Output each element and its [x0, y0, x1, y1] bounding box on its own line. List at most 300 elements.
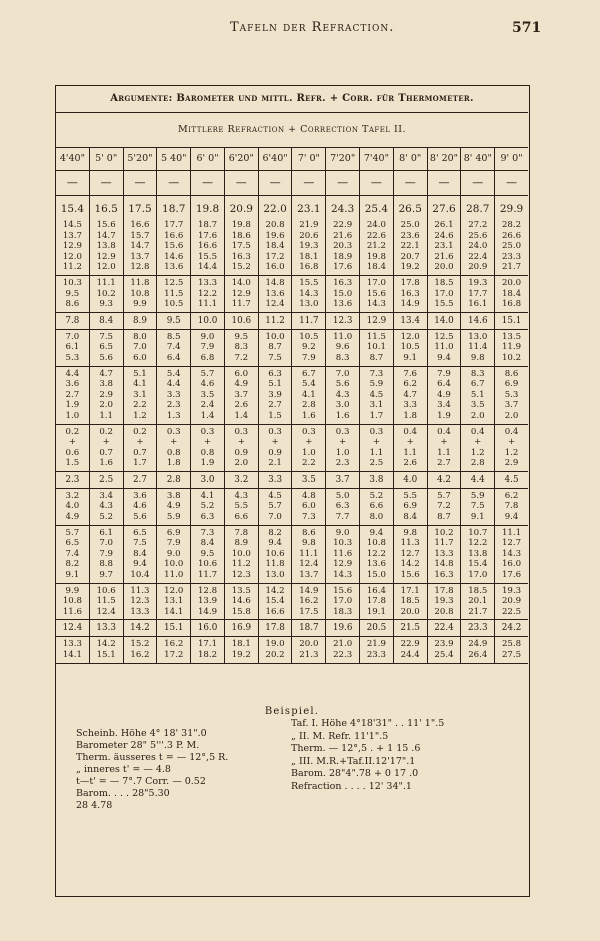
- table-cell: 8.7: [369, 352, 384, 363]
- table-cell: 20.5: [360, 620, 394, 636]
- table-cell: 17.7: [468, 288, 488, 299]
- table-cell: 3.7: [234, 389, 249, 400]
- table-column: [292, 425, 326, 471]
- table-cell: 5.6: [335, 379, 350, 390]
- table-cell: 8.4: [200, 538, 215, 549]
- table-cell: 1.0: [302, 447, 316, 458]
- table-cell: 6.9: [403, 501, 418, 512]
- table-cell: 16.3: [400, 288, 420, 299]
- table-cell: 8' 20": [428, 148, 462, 170]
- table-cell: 8.6: [65, 299, 80, 310]
- table-cell: 3.9: [268, 389, 282, 400]
- argument-line: Argumente: Barometer und mittl. Refr. + Corr. für Thermometer.: [56, 86, 528, 113]
- table-cell: 13.9: [197, 596, 218, 607]
- table-cell: 3.7: [504, 400, 519, 411]
- table-cell: 15.1: [501, 315, 522, 326]
- example-line: „ II. M. Refr. 11'1".5: [291, 730, 389, 742]
- table-cell: 19.3: [501, 585, 522, 596]
- table-cell: 12.3: [130, 596, 150, 607]
- table-column: [157, 425, 191, 471]
- table-cell: 17.0: [434, 288, 454, 299]
- table-cell: 9.8: [302, 538, 316, 549]
- table-cell: 21.2: [366, 241, 386, 252]
- table-cell: 26.6: [501, 230, 522, 241]
- table-cell: 2.5: [369, 458, 384, 469]
- table-cell: 4.0: [65, 501, 80, 512]
- table-cell: 15.6: [366, 288, 386, 299]
- table-cell: 13.3: [90, 620, 124, 636]
- table-cell: 7' 0": [292, 148, 326, 170]
- table-column: [292, 367, 326, 424]
- table-cell: 11.0: [434, 342, 454, 353]
- table-column: [191, 584, 225, 620]
- table-cell: 25.4: [434, 650, 454, 660]
- table-cell: 17.0: [366, 277, 386, 288]
- table-cell: 29.9: [499, 203, 524, 215]
- table-cell: 4.3: [234, 490, 249, 501]
- table-cell: 5.1: [268, 379, 282, 390]
- table-cell: 8.6: [302, 527, 316, 538]
- table-cell: 21.5: [394, 620, 428, 636]
- table-column: [225, 637, 259, 662]
- table-cell: 2.3: [335, 458, 350, 469]
- table-cell: 6.6: [369, 501, 384, 512]
- table-cell: 18.5: [400, 596, 420, 607]
- table-cell: 1.2: [504, 447, 519, 458]
- table-cell: 21.6: [333, 230, 353, 241]
- table-cell: 9.1: [470, 512, 485, 523]
- table-cell: 2.7: [65, 389, 80, 400]
- table-block: [56, 489, 528, 526]
- table-cell: 28.7: [461, 196, 495, 218]
- table-cell: 6.3: [268, 368, 282, 379]
- table-column: [461, 526, 495, 583]
- table-cell: +: [68, 437, 76, 448]
- table-cell: 4'40": [56, 148, 90, 170]
- table-cell: 14.0: [231, 277, 251, 288]
- table-cell: 7.4: [166, 342, 181, 353]
- refraction-table: [56, 147, 528, 664]
- table-cell: 4.0: [394, 472, 428, 488]
- table-cell: 3.5: [292, 472, 326, 488]
- table-column: [461, 367, 495, 424]
- table-column: [259, 218, 293, 275]
- table-cell: 12.4: [299, 559, 319, 570]
- table-cell: 13.6: [333, 299, 353, 310]
- table-column: [461, 425, 495, 471]
- table-column: [225, 276, 259, 312]
- table-block: [56, 526, 528, 584]
- table-cell: 1.8: [403, 410, 418, 421]
- table-column: [90, 526, 124, 583]
- table-cell: 9.0: [335, 527, 350, 538]
- table-cell: 11.2: [231, 559, 251, 570]
- table-cell: 4.3: [335, 389, 350, 400]
- table-column: [124, 489, 158, 525]
- table-column: [56, 526, 90, 583]
- table-cell: 2.6: [234, 400, 249, 411]
- table-cell: 13.7: [130, 251, 150, 262]
- table-cell: 12.2: [366, 548, 386, 559]
- table-cell: 10.1: [366, 342, 386, 353]
- table-cell: 12.0: [62, 251, 82, 262]
- table-cell: 2.3: [166, 400, 181, 411]
- table-cell: 5.7: [437, 490, 451, 501]
- table-cell: 9.4: [268, 538, 282, 549]
- table-cell: 19.3: [468, 277, 488, 288]
- table-cell: 7.0: [133, 342, 147, 353]
- table-cell: 7.2: [437, 501, 451, 512]
- table-cell: 3.0: [335, 400, 350, 411]
- table-cell: 14.6: [231, 596, 251, 607]
- table-cell: 8.3: [470, 368, 485, 379]
- table-cell: 16.8: [299, 262, 319, 273]
- table-cell: 25.6: [468, 230, 488, 241]
- table-cell: 10.8: [366, 538, 386, 549]
- table-cell: 15.0: [333, 288, 353, 299]
- table-column: [495, 637, 528, 662]
- table-cell: 23.3: [461, 620, 495, 636]
- table-cell: 10.8: [62, 596, 82, 607]
- table-cell: 7'40": [360, 148, 394, 170]
- table-cell: 6.1: [65, 342, 80, 353]
- table-cell: 14.7: [130, 241, 150, 252]
- table-column: [360, 218, 394, 275]
- table-cell: 24.9: [468, 639, 488, 650]
- table-cell: 19.8: [231, 220, 251, 230]
- table-cell: 6.3: [200, 512, 215, 523]
- table-cell: 9.6: [335, 342, 350, 353]
- table-cell: 10.5: [299, 331, 319, 342]
- table-cell: 7.5: [133, 538, 147, 549]
- table-cell: 3.3: [166, 389, 181, 400]
- table-column: [56, 425, 90, 471]
- example-line: Barometer 28" 5'''.3 P. M.: [76, 740, 200, 751]
- table-cell: 12.5: [434, 331, 454, 342]
- table-cell: 2.2: [133, 400, 147, 411]
- table-cell: 5.7: [200, 368, 215, 379]
- table-cell: 15.5: [299, 277, 319, 288]
- table-column: [428, 584, 462, 620]
- table-cell: 4.4: [65, 368, 80, 379]
- table-cell: 8.2: [268, 527, 282, 538]
- table-cell: 18.1: [231, 639, 251, 650]
- table-cell: 13.3: [197, 277, 218, 288]
- table-column: [495, 526, 528, 583]
- table-cell: 1.6: [302, 410, 316, 421]
- table-cell: 7.9: [302, 352, 316, 363]
- table-cell: 16.3: [434, 570, 454, 581]
- table-cell: 3.8: [99, 379, 113, 390]
- table-cell: 12.4: [56, 620, 90, 636]
- table-cell: 6.0: [302, 501, 316, 512]
- table-frame: [55, 85, 530, 897]
- table-cell: 12.2: [197, 288, 218, 299]
- table-cell: 0.3: [335, 426, 350, 437]
- table-block: [56, 584, 528, 621]
- table-cell: 6.4: [437, 379, 451, 390]
- table-cell: 12.8: [130, 262, 150, 273]
- table-cell: 22.9: [400, 639, 420, 650]
- table-column: [225, 526, 259, 583]
- table-cell: 4.5: [369, 389, 384, 400]
- table-cell: 9.4: [504, 512, 519, 523]
- table-cell: 5.2: [99, 512, 113, 523]
- table-cell: 6'20": [225, 148, 259, 170]
- table-column: [292, 526, 326, 583]
- table-cell: 9.0: [166, 548, 181, 559]
- table-cell: 13.8: [468, 548, 488, 559]
- table-cell: 6.2: [403, 379, 418, 390]
- table-column: [394, 330, 428, 366]
- table-cell: 12.0: [400, 331, 420, 342]
- table-cell: 7'20": [326, 148, 360, 170]
- table-cell: 13.3: [62, 639, 82, 650]
- table-cell: —: [124, 171, 158, 195]
- table-cell: 1.6: [99, 458, 113, 469]
- table-cell: 25.4: [360, 196, 394, 218]
- table-cell: 22.1: [400, 241, 420, 252]
- table-cell: 7.8: [56, 313, 90, 329]
- table-column: [326, 276, 360, 312]
- table-block: [56, 637, 528, 663]
- table-cell: 16.0: [501, 559, 522, 570]
- table-column: [56, 637, 90, 662]
- table-column: [124, 330, 158, 366]
- table-cell: 13.6: [265, 288, 285, 299]
- table-cell: 15.7: [130, 230, 150, 241]
- table-cell: 4.4: [461, 472, 495, 488]
- dash-row: [56, 171, 528, 196]
- table-column: [428, 218, 462, 275]
- table-cell: 8.2: [65, 559, 80, 570]
- table-cell: 5.3: [504, 389, 519, 400]
- table-cell: 24.4: [400, 650, 420, 660]
- table-column: [428, 526, 462, 583]
- table-cell: 5.6: [133, 512, 147, 523]
- table-cell: 16.2: [130, 650, 150, 660]
- table-column: [461, 276, 495, 312]
- table-cell: 15.1: [157, 620, 191, 636]
- table-cell: 7.0: [99, 538, 113, 549]
- table-cell: 21.3: [299, 650, 319, 660]
- table-column: [495, 425, 528, 471]
- example-right-column: [291, 718, 531, 793]
- table-cell: 0.3: [166, 426, 181, 437]
- table-column: [428, 425, 462, 471]
- table-cell: 8.7: [437, 512, 451, 523]
- table-cell: 7.0: [335, 368, 350, 379]
- table-cell: 10.0: [265, 331, 285, 342]
- table-cell: 17.6: [501, 570, 522, 581]
- table-cell: 3.7: [326, 472, 360, 488]
- table-cell: 13.0: [265, 570, 285, 581]
- table-cell: 8.4: [133, 548, 147, 559]
- table-column: [495, 218, 528, 275]
- table-cell: 14.2: [265, 585, 285, 596]
- table-column: [360, 425, 394, 471]
- example-line: Refraction . . . . 12' 34".1: [291, 780, 412, 792]
- table-cell: 16.8: [501, 299, 522, 310]
- table-cell: 6' 0": [191, 148, 225, 170]
- table-cell: 17.2: [164, 650, 184, 660]
- table-cell: 20.8: [265, 220, 285, 230]
- table-cell: 15.0: [366, 570, 386, 581]
- table-cell: 0.3: [268, 426, 282, 437]
- table-cell: 8.9: [234, 538, 249, 549]
- table-cell: 3.5: [470, 400, 485, 411]
- table-cell: 6.5: [99, 342, 113, 353]
- table-cell: 1.5: [65, 458, 80, 469]
- table-cell: 5.0: [335, 490, 350, 501]
- table-cell: 14.7: [96, 230, 116, 241]
- table-cell: 2.4: [200, 400, 215, 411]
- table-column: [360, 330, 394, 366]
- table-cell: +: [440, 437, 448, 448]
- table-cell: 14.9: [400, 299, 420, 310]
- table-cell: 2.7: [437, 458, 451, 469]
- table-cell: 16.2: [164, 639, 184, 650]
- table-block: [56, 330, 528, 367]
- table-column: [90, 276, 124, 312]
- table-cell: 10.6: [225, 313, 259, 329]
- table-cell: 0.7: [133, 447, 147, 458]
- table-cell: 3.6: [65, 379, 80, 390]
- table-cell: 15.1: [96, 650, 116, 660]
- table-cell: 4.1: [302, 389, 316, 400]
- table-column: [495, 330, 528, 366]
- table-cell: 2.9: [99, 389, 113, 400]
- table-cell: 9.4: [133, 559, 147, 570]
- table-cell: 5.9: [369, 379, 384, 390]
- table-cell: 14.1: [164, 606, 184, 617]
- table-cell: 16.3: [333, 277, 353, 288]
- table-cell: 4.9: [65, 512, 80, 523]
- table-cell: 7.3: [302, 512, 316, 523]
- table-cell: 4.9: [437, 389, 451, 400]
- table-cell: 1.9: [200, 458, 215, 469]
- table-cell: 5.2: [369, 490, 384, 501]
- table-cell: 15.6: [96, 220, 116, 230]
- table-cell: 2.7: [268, 400, 282, 411]
- table-cell: 15.4: [265, 596, 285, 607]
- table-cell: 5.5: [403, 490, 418, 501]
- table-cell: 18.7: [197, 220, 218, 230]
- first-value-row: [56, 196, 528, 218]
- table-cell: 3.3: [403, 400, 418, 411]
- table-cell: 6.7: [470, 379, 485, 390]
- table-cell: 12.9: [360, 313, 394, 329]
- table-column: [157, 637, 191, 662]
- table-column: [259, 526, 293, 583]
- table-cell: 20.9: [501, 596, 522, 607]
- table-cell: 4.7: [403, 389, 418, 400]
- table-cell: 0.2: [99, 426, 113, 437]
- table-cell: 20.9: [468, 262, 488, 273]
- example-left-column: [76, 728, 286, 812]
- table-cell: 10.7: [468, 527, 488, 538]
- table-cell: 12.2: [468, 538, 488, 549]
- table-cell: 13.7: [62, 230, 82, 241]
- table-column: [124, 526, 158, 583]
- table-cell: +: [406, 437, 414, 448]
- table-cell: 21.7: [501, 262, 522, 273]
- table-cell: 22.4: [468, 251, 488, 262]
- table-column: [292, 489, 326, 525]
- table-cell: 13.0: [299, 299, 319, 310]
- table-cell: 10.6: [197, 559, 218, 570]
- table-column: [225, 425, 259, 471]
- table-cell: 12.4: [96, 606, 116, 617]
- table-cell: 11.1: [299, 548, 319, 559]
- table-cell: 9.4: [369, 527, 384, 538]
- table-cell: 5.9: [166, 512, 181, 523]
- table-cell: 10.3: [333, 538, 353, 549]
- example-line: Therm. — 12°,5 . + 1 15 .6: [291, 743, 421, 754]
- table-cell: 6.0: [133, 352, 147, 363]
- table-cell: 13.6: [366, 559, 386, 570]
- table-cell: 26.4: [468, 650, 488, 660]
- table-column: [56, 584, 90, 620]
- table-cell: 19.3: [434, 596, 454, 607]
- table-column: [124, 218, 158, 275]
- table-cell: 9.5: [234, 331, 249, 342]
- table-cell: 5.6: [99, 352, 113, 363]
- table-cell: 9.4: [437, 352, 451, 363]
- table-subheading: Mittlere Refraction + Correction Tafel II.: [177, 124, 407, 135]
- table-column: [292, 330, 326, 366]
- table-cell: 8.5: [166, 331, 181, 342]
- table-cell: 11.6: [62, 606, 82, 617]
- example-title: Beispiel.: [264, 706, 320, 717]
- table-column: [157, 584, 191, 620]
- table-cell: 6.1: [99, 527, 113, 538]
- table-cell: 12.9: [96, 251, 116, 262]
- table-cell: —: [292, 171, 326, 195]
- table-cell: 18.7: [157, 196, 191, 218]
- table-column: [259, 584, 293, 620]
- table-cell: 3.8: [166, 490, 181, 501]
- table-column: [157, 330, 191, 366]
- table-cell: 14.3: [366, 299, 386, 310]
- table-cell: 11.5: [96, 596, 116, 607]
- table-column: [461, 584, 495, 620]
- table-cell: 5.1: [470, 389, 485, 400]
- table-cell: 0.8: [166, 447, 181, 458]
- table-cell: 24.3: [326, 196, 360, 218]
- table-cell: 15.6: [333, 585, 353, 596]
- table-cell: 7.5: [268, 352, 282, 363]
- table-column: [326, 425, 360, 471]
- table-column: [394, 637, 428, 662]
- table-cell: 10.0: [191, 313, 225, 329]
- table-column: [191, 218, 225, 275]
- example-line: Taf. I. Höhe 4°18'31" . . 11' 1".5: [291, 718, 445, 729]
- table-column: [360, 637, 394, 662]
- table-cell: 13.3: [434, 548, 454, 559]
- table-cell: 3.1: [369, 400, 384, 411]
- table-column: [259, 637, 293, 662]
- table-column: [461, 218, 495, 275]
- table-cell: 7.9: [166, 538, 181, 549]
- table-cell: 17.7: [164, 220, 184, 230]
- running-title: Tafeln der Refraction.: [230, 20, 395, 35]
- table-cell: 15.2: [231, 262, 251, 273]
- table-cell: 11.6: [333, 548, 353, 559]
- table-column: [90, 425, 124, 471]
- example-line: Barom. . . . 28"5.30: [76, 788, 170, 799]
- table-cell: 12.5: [164, 277, 184, 288]
